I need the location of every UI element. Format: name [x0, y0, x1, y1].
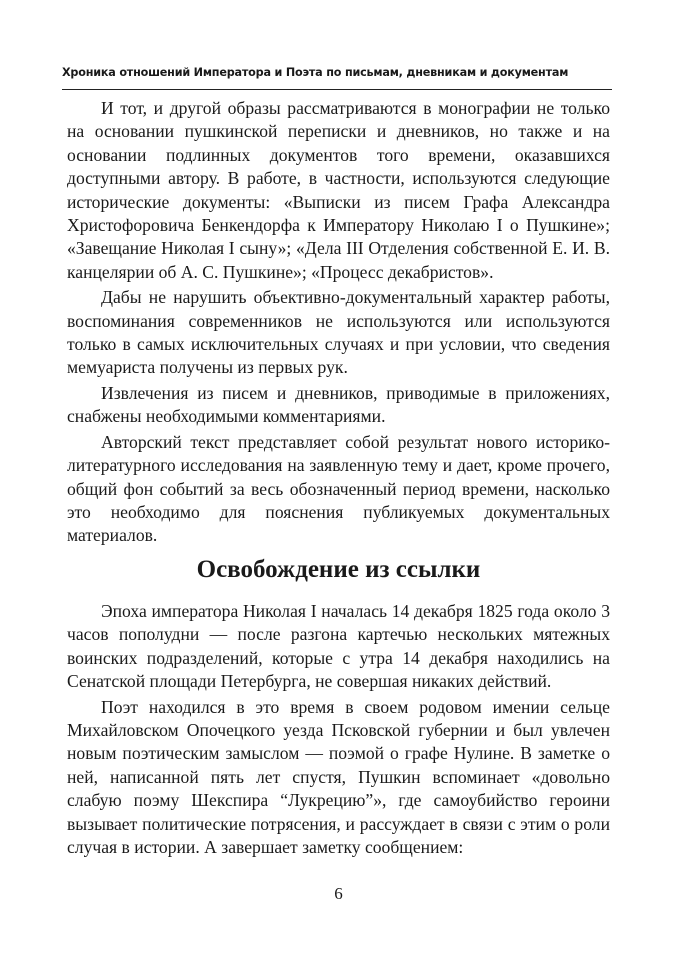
page-number: 6 [334, 884, 343, 903]
paragraph: Дабы не нарушить объективно-документальный характер работы, воспоминания современников не используются или используются только в самых исключительных случаях и при условии, что сведения мемуариста получены из первых рук. [67, 287, 610, 378]
paragraph: Эпоха императора Николая I началась 14 декабря 1825 года около 3 часов пополудни — после разгона картечью нескольких мятежных воинских подразделений, которые с утра 14 декабря находились на Сенатской площади Петербурга, не совершая никаких действий. [67, 601, 610, 692]
paragraph: Авторский текст представляет собой результат нового историко-литературного исследования на заявленную тему и дает, кроме прочего, общий фон событий за весь обозначенный период времени, насколько это необходимо для пояснения публикуемых документальных материалов. [67, 431, 610, 546]
intro-text [67, 97, 610, 548]
header-rule [62, 89, 612, 90]
chapter-title: Освобождение из ссылки [196, 556, 481, 583]
paragraph: И тот, и другой образы рассматриваются в монографии не только на основании пушкинской переписки и дневников, но также и на основании подлинных документов того времени, оказавшихся доступными автору. В работе, в частности, используются следующие исторические документы: «Выписки из писем Графа Александра Христофоровича Бенкендорфа к Императору Николаю I о Пушкине»; «Завещание Николая I сыну»; «Дела III Отделения собственной Е. И. В. канцелярии об А. С. Пушкине»; «Процесс декабристов». [67, 98, 610, 282]
running-head: Хроника отношений Императора и Поэта по письмам, дневникам и документам [62, 66, 569, 79]
paragraph: Поэт находился в это время в своем родовом имении сельце Михайловском Опочецкого уезда Псковской губернии и был увлечен новым поэтическим замыслом — поэмой о графе Нулине. В заметке о ней, написанной пять лет спустя, Пушкин вспоминает «довольно слабую поэму Шекспира “Лукрецию”», где самоубийство героини вызывает политические потрясения, и рассуждает в связи с этим о роли случая в истории. А завершает заметку сообщением: [67, 696, 610, 858]
paragraph: Извлечения из писем и дневников, приводимые в приложениях, снабжены необходимыми комментариями. [67, 382, 610, 427]
chapter-text [67, 600, 610, 859]
